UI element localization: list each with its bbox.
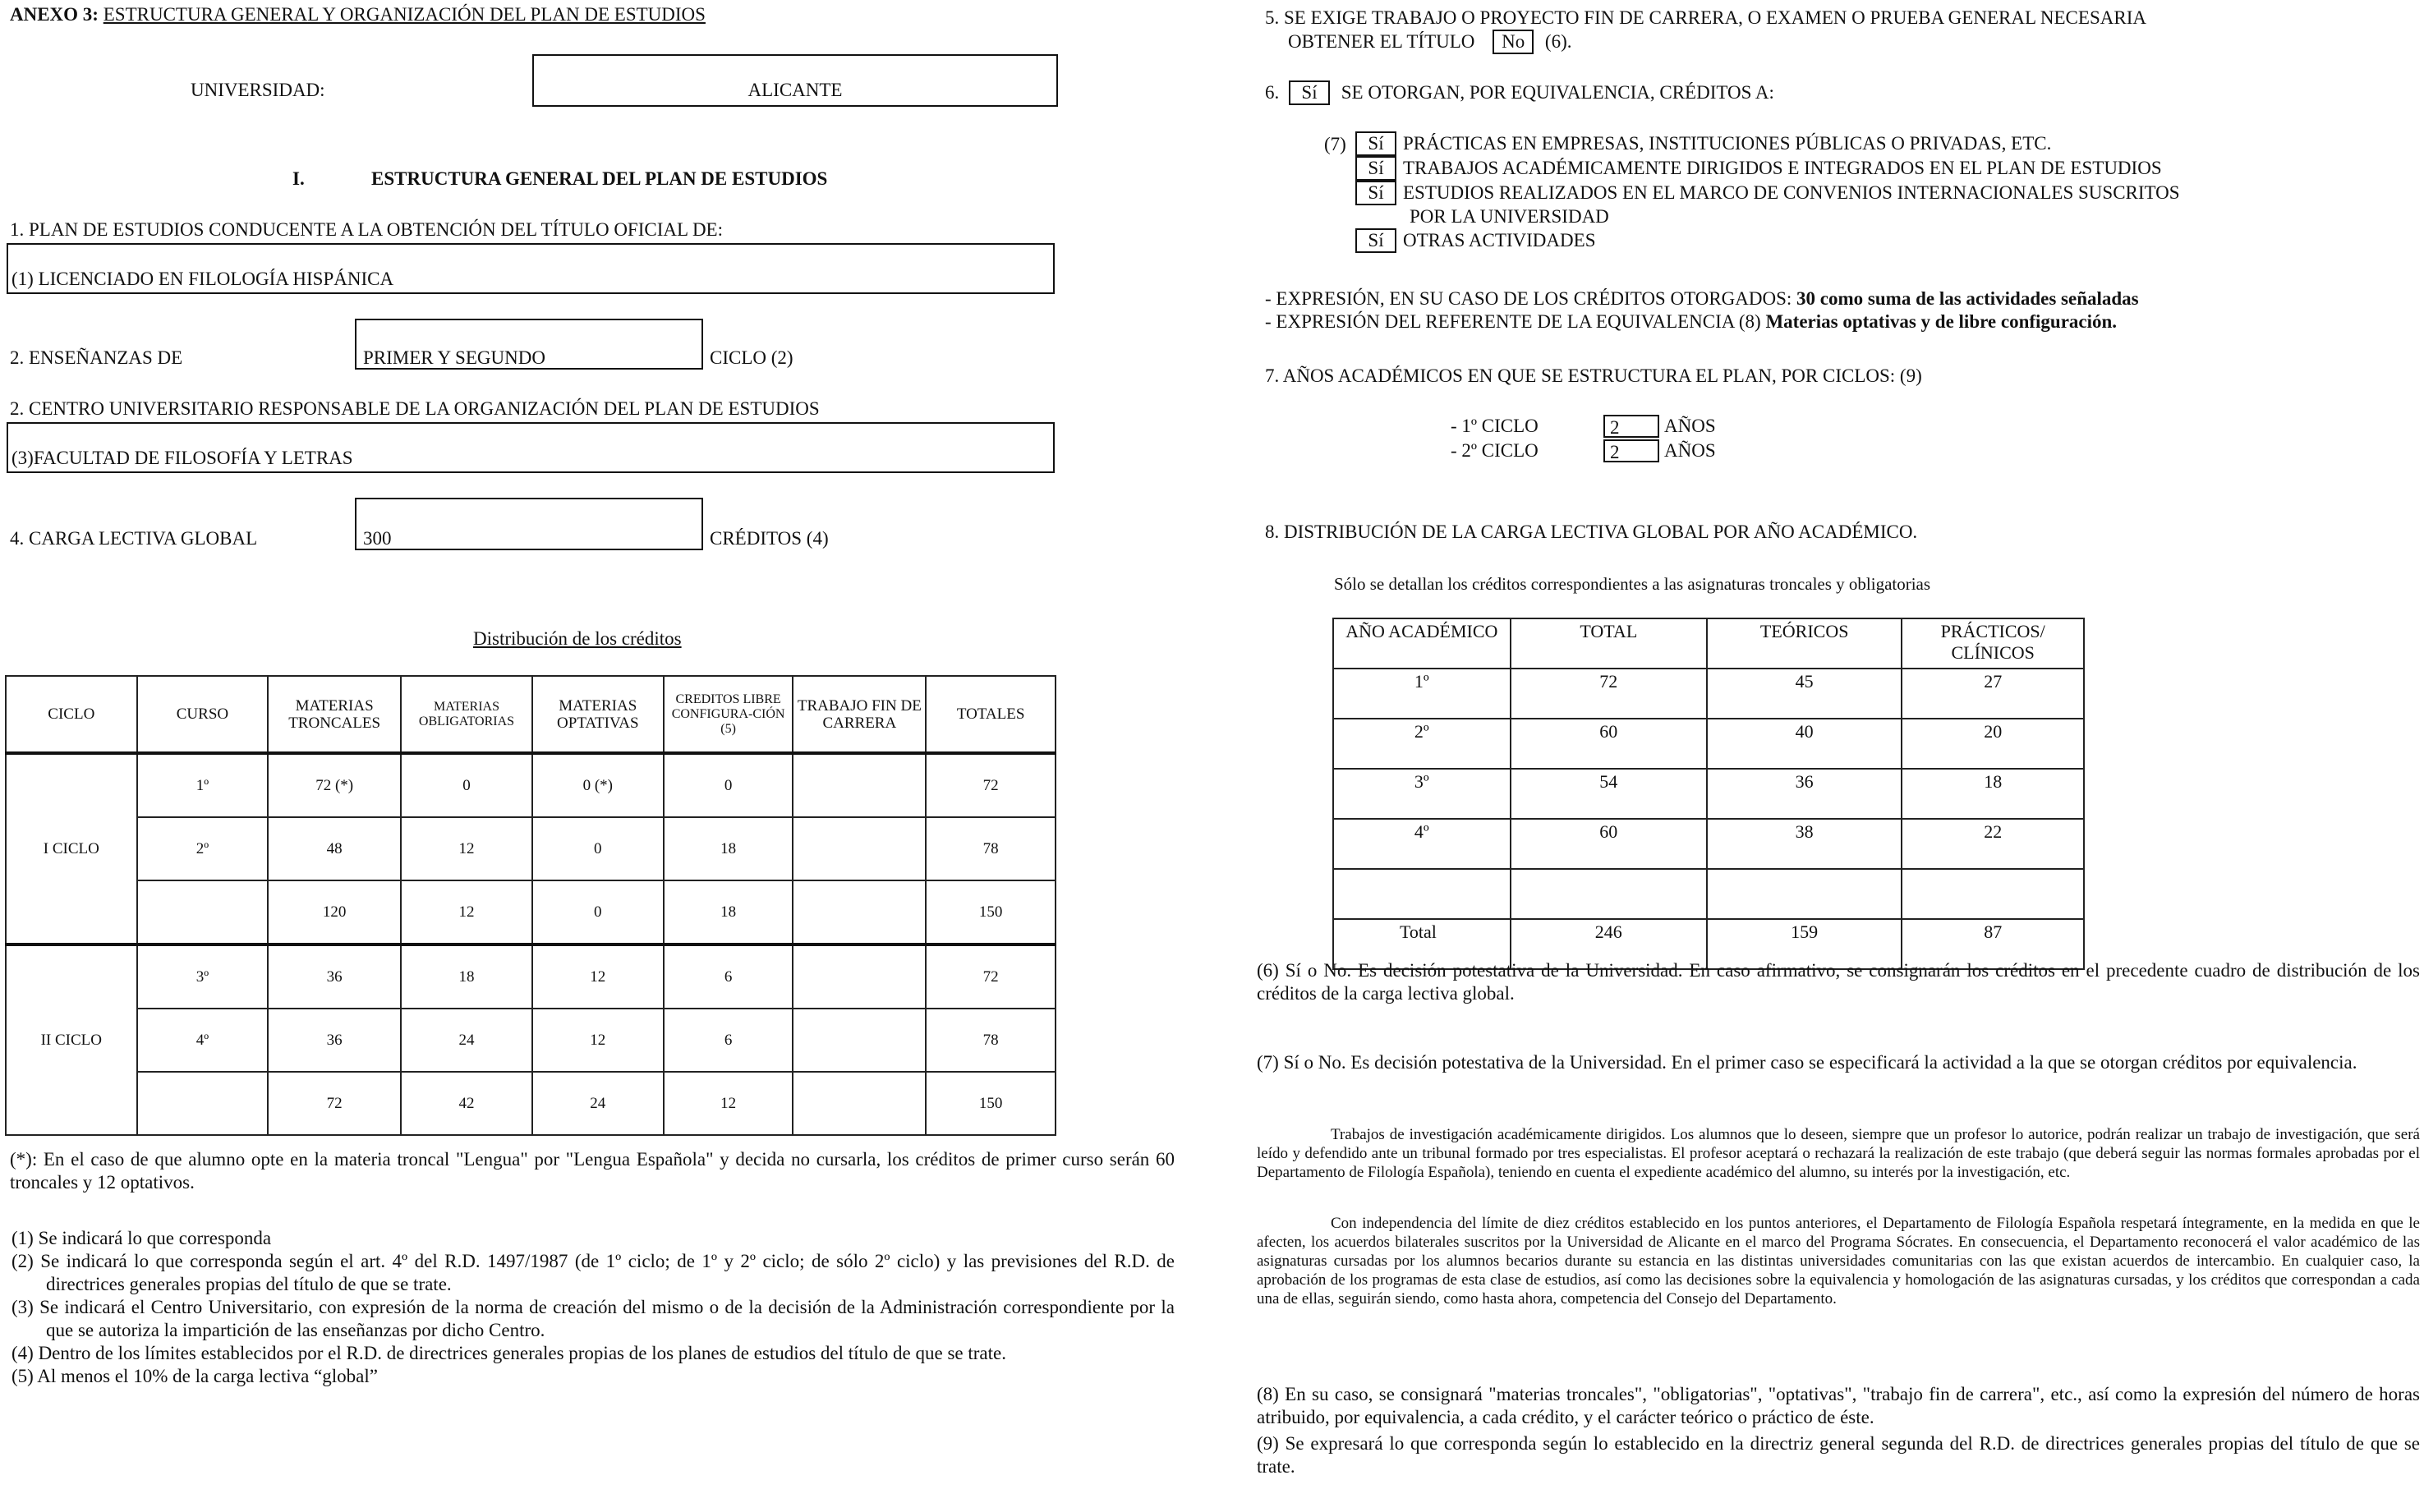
- expr2-label: - EXPRESIÓN DEL REFERENTE DE LA EQUIVALENCIA (8): [1265, 311, 1761, 332]
- cell: 18: [1902, 769, 2084, 819]
- item5-line1: 5. SE EXIGE TRABAJO O PROYECTO FIN DE CARRERA, O EXAMEN O PRUEBA GENERAL NECESARIA: [1265, 7, 2146, 28]
- cell: 72: [926, 753, 1056, 817]
- cell: 4º: [1333, 819, 1511, 869]
- cell: 0: [401, 753, 532, 817]
- equiv-text: OTRAS ACTIVIDADES: [1403, 230, 1596, 250]
- cell: 1º: [137, 753, 269, 817]
- cell: 24: [532, 1072, 664, 1135]
- item4-suffix: CRÉDITOS (4): [710, 528, 829, 549]
- cell: 54: [1511, 769, 1707, 819]
- cell: [793, 753, 926, 817]
- cell: 87: [1902, 919, 2084, 969]
- cell: 12: [401, 880, 532, 944]
- anexo-title: ESTRUCTURA GENERAL Y ORGANIZACIÓN DEL PLAN DE ESTUDIOS: [103, 4, 706, 25]
- cell: 4º: [137, 1009, 269, 1072]
- ciclo-years: [1451, 414, 1716, 463]
- paragraph-socrates: Con independencia del límite de diez créditos establecido en los puntos anteriores, el Departamento de Filología Española respetará íntegramente, en la medida en que le afecten, los acuerdos bilaterales suscritos por la Universidad de Alicante en el marco del Programa Sócrates. En consecuencia, el Departamento reconocerá el valor académico de las asignaturas cursadas por los alumnos becarios durante su estancia en las distintas universidades comunitarias con las que existan acuerdos de intercambio. En cualquier caso, la aprobación de los programas de esta clase de estudios, así como las decisiones sobre la equivalencia y homologación de las asignaturas cursadas, y los créditos que correspondan a cada una de ellas, seguirán siendo, como hasta ahora, competencia del Consejo del Departamento.: [1257, 1215, 2420, 1307]
- equiv-item-practicas: [1355, 131, 2180, 156]
- cell: 12: [664, 1072, 793, 1135]
- cell: 27: [1902, 669, 2084, 719]
- table-row: [1333, 819, 2084, 869]
- note-9: (9) Se expresará lo que corresponda según lo establecido en la directriz general segunda del R.D. de directrices generales propias del título de que se trate.: [1257, 1433, 2420, 1477]
- cell: 18: [401, 944, 532, 1009]
- cell: 45: [1707, 669, 1902, 719]
- col-anio: AÑO ACADÉMICO: [1333, 618, 1511, 669]
- cell: 60: [1511, 719, 1707, 769]
- cell: 72: [926, 944, 1056, 1009]
- cell: Total: [1333, 919, 1511, 969]
- equiv-flag: Sí: [1355, 228, 1396, 253]
- col-trabajo-fin: TRABAJO FIN DE CARRERA: [793, 676, 926, 753]
- section-number: I.: [292, 168, 305, 189]
- col-libre-config: CREDITOS LIBRE CONFIGURA-CIÓN (5): [664, 676, 793, 753]
- equiv-flag: Sí: [1355, 131, 1396, 156]
- item8-label: 8. DISTRIBUCIÓN DE LA CARGA LECTIVA GLOBAL POR AÑO ACADÉMICO.: [1265, 522, 1918, 542]
- cell: 20: [1902, 719, 2084, 769]
- ciclo-label: - 2º CICLO: [1451, 440, 1539, 461]
- col-troncales: MATERIAS TRONCALES: [268, 676, 401, 753]
- note-8: (8) En su caso, se consignará "materias troncales", "obligatorias", "optativas", "trabajo fin de carrera", etc., así como la expresión del número de horas atribuido, por equivalencia, a cada crédito, y el carácter teórico o práctico de éste.: [1257, 1384, 2420, 1427]
- item2-label: 2. ENSEÑANZAS DE: [10, 347, 183, 368]
- cell: 6: [664, 944, 793, 1009]
- col-totales: TOTALES: [926, 676, 1056, 753]
- universidad-field: [532, 54, 1058, 107]
- cell: 36: [1707, 769, 1902, 819]
- equiv-item-estudios-cont: POR LA UNIVERSIDAD: [1410, 206, 1609, 227]
- cell: [137, 1072, 269, 1135]
- col-obligatorias: MATERIAS OBLIGATORIAS: [401, 676, 532, 753]
- equiv-item-trabajos: [1355, 156, 2180, 181]
- item6-prefix: 6.: [1265, 82, 1280, 103]
- col-teoricos: TEÓRICOS: [1707, 618, 1902, 669]
- cell: 78: [926, 1009, 1056, 1072]
- item4-label: 4. CARGA LECTIVA GLOBAL: [10, 528, 258, 549]
- expression-2: [1265, 310, 2117, 333]
- anexo-heading: [10, 3, 706, 26]
- cell: [793, 817, 926, 880]
- col-curso: CURSO: [137, 676, 269, 753]
- table-row: [1333, 669, 2084, 719]
- cell: 3º: [1333, 769, 1511, 819]
- table-row: [1333, 869, 2084, 919]
- footnote-4: (4) Dentro de los límites establecidos por el R.D. de directrices generales propias de los planes de estudios del título de que se trate.: [11, 1343, 1006, 1363]
- cell: 18: [664, 817, 793, 880]
- item1-label: 1. PLAN DE ESTUDIOS CONDUCENTE A LA OBTENCIÓN DEL TÍTULO OFICIAL DE:: [10, 219, 723, 240]
- equiv-flag: Sí: [1355, 156, 1396, 181]
- item2-suffix: CICLO (2): [710, 347, 793, 368]
- left-footnotes: [11, 1227, 1175, 1388]
- item1-value: (1) LICENCIADO EN FILOLOGÍA HISPÁNICA: [11, 269, 394, 289]
- equiv-item-estudios: [1355, 181, 2180, 205]
- item3-value: (3)FACULTAD DE FILOSOFÍA Y LETRAS: [11, 448, 353, 468]
- cell: 159: [1707, 919, 1902, 969]
- item4-value: 300: [363, 528, 392, 549]
- cell: 24: [401, 1009, 532, 1072]
- cell: 150: [926, 880, 1056, 944]
- equivalence-list: [1355, 131, 2180, 253]
- col-practicos: PRÁCTICOS/ CLÍNICOS: [1902, 618, 2084, 669]
- cell: 72: [1511, 669, 1707, 719]
- cell: 60: [1511, 819, 1707, 869]
- cell: 1º: [1333, 669, 1511, 719]
- footnote-2: (2) Se indicará lo que corresponda según el art. 4º del R.D. 1497/1987 (de 1º ciclo; de 1º y 2º ciclo; de sólo 2º ciclo) y las previsiones del R.D. de directrices generales propias del título de que se trate.: [11, 1251, 1175, 1294]
- item5-suffix: (6).: [1544, 31, 1572, 52]
- item7-marker: (7): [1324, 134, 1346, 154]
- cell: [793, 1072, 926, 1135]
- cell: 22: [1902, 819, 2084, 869]
- equiv-text: ESTUDIOS REALIZADOS EN EL MARCO DE CONVENIOS INTERNACIONALES SUSCRITOS: [1403, 182, 2180, 203]
- equiv-text: TRABAJOS ACADÉMICAMENTE DIRIGIDOS E INTEGRADOS EN EL PLAN DE ESTUDIOS: [1403, 158, 2162, 178]
- ciclo-value: 2: [1603, 415, 1659, 438]
- cell: 3º: [137, 944, 269, 1009]
- anexo-label: ANEXO 3:: [10, 4, 99, 25]
- distribution-title: Distribución de los créditos: [473, 628, 682, 649]
- ciclo1-years: [1451, 414, 1716, 439]
- item3-field: [7, 422, 1055, 473]
- cell: 12: [401, 817, 532, 880]
- ciclo1-cell: I CICLO: [6, 753, 137, 944]
- item3-label: 2. CENTRO UNIVERSITARIO RESPONSABLE DE LA ORGANIZACIÓN DEL PLAN DE ESTUDIOS: [10, 398, 820, 419]
- cell: 120: [268, 880, 401, 944]
- cell: 48: [268, 817, 401, 880]
- cell: 36: [268, 944, 401, 1009]
- cell: 12: [532, 1009, 664, 1072]
- universidad-label: UNIVERSIDAD:: [191, 80, 325, 100]
- ciclo2-years: [1451, 439, 1716, 463]
- ciclo-unit: AÑOS: [1664, 440, 1716, 461]
- item7-label: 7. AÑOS ACADÉMICOS EN QUE SE ESTRUCTURA EL PLAN, POR CICLOS: (9): [1265, 365, 1922, 386]
- cell: 0: [532, 817, 664, 880]
- equiv-flag: Sí: [1355, 181, 1396, 205]
- footnote-5: (5) Al menos el 10% de la carga lectiva “global”: [11, 1366, 378, 1386]
- cell: 18: [664, 880, 793, 944]
- credits-table-header: [6, 676, 1056, 753]
- table-row: [6, 817, 1056, 880]
- cell: 12: [532, 944, 664, 1009]
- item2-value: PRIMER Y SEGUNDO: [363, 347, 545, 368]
- table-row: [6, 753, 1056, 817]
- ciclo2-cell: II CICLO: [6, 944, 137, 1135]
- item1-field: [7, 243, 1055, 294]
- table-row: [6, 880, 1056, 944]
- universidad-value: ALICANTE: [747, 80, 843, 100]
- ciclo-unit: AÑOS: [1664, 416, 1716, 436]
- item5-label: OBTENER EL TÍTULO: [1288, 31, 1475, 52]
- equiv-item-otras: [1355, 228, 2180, 253]
- paragraph-trabajos: Trabajos de investigación académicamente dirigidos. Los alumnos que lo deseen, siempre que un profesor lo autorice, podrán realizar un trabajo de investigación, que será leído y defendido ante un tribunal formado por tres especialistas. El profesor aceptará o rechazará la realización de este trabajo (que deberá seguir las normas formales aprobadas por el Departamento de Filología Española), teniendo en cuenta el expediente académico del alumno, su interés por la investigación, etc.: [1257, 1126, 2420, 1181]
- item5-flag: No: [1493, 30, 1534, 54]
- table-row: [1333, 769, 2084, 819]
- annual-load-table: [1332, 618, 2085, 970]
- cell: [1707, 869, 1902, 919]
- item2-field: [355, 319, 703, 370]
- expression-1: [1265, 287, 2139, 310]
- cell: 2º: [1333, 719, 1511, 769]
- cell: 40: [1707, 719, 1902, 769]
- cell: 78: [926, 817, 1056, 880]
- note-6: (6) Sí o No. Es decisión potestativa de la Universidad. En caso afirmativo, se consignarán los créditos en el precedente cuadro de distribución de los créditos de la carga lectiva global.: [1257, 960, 2420, 1004]
- credits-table: [5, 675, 1056, 1136]
- col-ciclo: CICLO: [6, 676, 137, 753]
- cell: 0: [532, 880, 664, 944]
- cell: 42: [401, 1072, 532, 1135]
- cell: 246: [1511, 919, 1707, 969]
- table-row: [6, 1072, 1056, 1135]
- ciclo-value: 2: [1603, 439, 1659, 462]
- table-row: [6, 1009, 1056, 1072]
- item6-flag: Sí: [1289, 80, 1330, 105]
- cell: [137, 880, 269, 944]
- ciclo-label: - 1º CICLO: [1451, 416, 1539, 436]
- cell: [1511, 869, 1707, 919]
- annual-load-header: [1333, 618, 2084, 669]
- footnote-3: (3) Se indicará el Centro Universitario, con expresión de la norma de creación del mismo o de la decisión de la Administración correspondiente por la que se autoriza la impartición de las enseñanzas por dicho Centro.: [11, 1297, 1175, 1340]
- cell: 38: [1707, 819, 1902, 869]
- item8-sub: Sólo se detallan los créditos correspondientes a las asignaturas troncales y obligatorias: [1334, 574, 1931, 594]
- item5-line2: [1288, 30, 1571, 54]
- cell: [1333, 869, 1511, 919]
- asterisk-note: (*): En el caso de que alumno opte en la materia troncal "Lengua" por "Lengua Española" y decida no cursarla, los créditos de primer curso serán 60 troncales y 12 optativos.: [10, 1149, 1175, 1193]
- cell: [1902, 869, 2084, 919]
- section-title: ESTRUCTURA GENERAL DEL PLAN DE ESTUDIOS: [371, 168, 828, 189]
- item6: [1265, 80, 1774, 105]
- cell: 72: [268, 1072, 401, 1135]
- expr1-label: - EXPRESIÓN, EN SU CASO DE LOS CRÉDITOS OTORGADOS:: [1265, 288, 1792, 309]
- equiv-text: PRÁCTICAS EN EMPRESAS, INSTITUCIONES PÚBLICAS O PRIVADAS, ETC.: [1403, 133, 2052, 154]
- cell: 0 (*): [532, 753, 664, 817]
- col-total: TOTAL: [1511, 618, 1707, 669]
- cell: [793, 944, 926, 1009]
- note-7: (7) Sí o No. Es decisión potestativa de la Universidad. En el primer caso se especificará la actividad a la que se otorgan créditos por equivalencia.: [1257, 1052, 2357, 1073]
- cell: 150: [926, 1072, 1056, 1135]
- cell: [793, 880, 926, 944]
- table-row: [1333, 719, 2084, 769]
- cell: [793, 1009, 926, 1072]
- table-row: [6, 944, 1056, 1009]
- footnote-1: (1) Se indicará lo que corresponda: [11, 1228, 272, 1248]
- cell: 6: [664, 1009, 793, 1072]
- cell: 36: [268, 1009, 401, 1072]
- expr1-value: 30 como suma de las actividades señaladas: [1796, 288, 2139, 309]
- item6-text: SE OTORGAN, POR EQUIVALENCIA, CRÉDITOS A:: [1341, 82, 1774, 103]
- cell: 0: [664, 753, 793, 817]
- cell: 72 (*): [268, 753, 401, 817]
- col-optativas: MATERIAS OPTATIVAS: [532, 676, 664, 753]
- item4-field: [355, 498, 703, 550]
- expr2-value: Materias optativas y de libre configuración.: [1765, 311, 2118, 332]
- cell: 2º: [137, 817, 269, 880]
